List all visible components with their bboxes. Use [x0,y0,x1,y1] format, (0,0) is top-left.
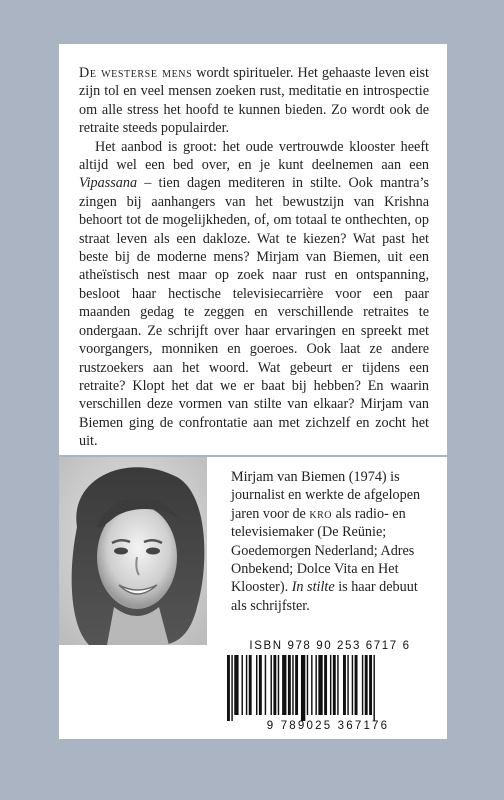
barcode-bar [301,655,305,721]
barcode-bar [278,655,279,715]
barcode-bar [271,655,272,715]
bio-text-b: als radio- en televisiemaker (De Reünie; Goedemorgen Nederland; Adres Onbekend; Dolce Vita en Het Klooster). [231,505,415,596]
barcode-bar [288,655,291,715]
barcode-bar [333,655,336,715]
barcode-bar [295,655,298,715]
barcode-bar [259,655,262,715]
blurb-lead-smallcaps: De westerse mens [79,65,193,81]
barcode-bar [292,655,293,715]
barcode-bar [249,655,252,715]
barcode-bar [337,655,338,715]
bio-book-title: In stilte [291,579,335,596]
barcode-bar [227,655,230,721]
barcode-bar [343,655,346,715]
author-bio [231,468,436,615]
blurb-paragraph-2 [79,138,429,451]
barcode-bars [225,655,429,721]
text-panel [59,44,447,739]
blurb-p2-italic: Vipassana [79,175,138,192]
bio-text-a: Mirjam van Biemen (1974) is journalist en werkte de afgelopen jaren voor de [231,469,421,522]
barcode-bar [318,655,322,715]
blurb-p2-text-a: Het aanbod is groot: het oude vertrouwde klooster heeft altijd wel een bed over, en je kunt deelnemen aan een [79,138,429,174]
bio-broadcaster: kro [309,505,333,522]
barcode-bar [256,655,257,715]
bio-paragraph [231,468,436,615]
blurb-p1-text: wordt spiritueler. Het gehaaste leven eist zijn tol en veel mensen zoeken rust, meditatie en introspectie om alle stress het hoofd te kunnen bieden. Zo wordt ook de retraite steeds populairder. [79,65,429,137]
isbn-barcode [215,640,437,738]
barcode-bar [246,655,247,715]
blurb-p2-text-b: – tien dagen mediteren in stilte. Ook mantra’s zingen bij aanhangers van het bewustzijn van Krishna behoort tot de mogelijkheden, of, om totaal te onthechten, op straat leven als een dakloze. Wat te kiezen? Wat past het beste bij de moderne mens? Mirjam van Biemen, uit een atheïstisch nest maar op zoek naar rust en ontspanning, besloot haar hectische televisiecarrière voor een paar maanden gedag te zeggen en verschillende retraites te ondergaan. Ze schrijft over haar ervaringen en spreekt met voorgangers, monniken en goeroes. Ook laat ze andere rustzoekers aan het woord. Wat gebeurt er tijdens een retraite? Klopt het dat we er baat bij hebben? En waarin verschillen deze vormen van stilte van elkaar? Mirjam van Biemen ging de confrontatie aan met zichzelf en zocht het uit. [79,175,429,450]
barcode-bar [311,655,312,715]
barcode-bar [234,655,238,715]
barcode-bar [242,655,243,715]
ean-digits: 9 789025 367176 [266,720,390,732]
barcode-bar [362,655,363,715]
barcode-bar [355,655,358,715]
barcode-bar [265,655,266,715]
isbn-label: ISBN 978 90 253 6717 6 [249,640,411,652]
blurb-paragraph-1 [79,64,429,138]
barcode-bar [282,655,286,715]
author-photo [59,457,207,645]
barcode-bar [307,655,308,715]
blurb-text [79,64,429,451]
barcode-bar [324,655,327,715]
barcode-bar [315,655,316,715]
barcode-bar [347,655,348,715]
barcode-bar [369,655,372,715]
barcode-bar [365,655,368,715]
barcode-bar [373,655,374,721]
barcode-bar [330,655,331,715]
bio-text-c: is haar debuut als schrijfster. [231,579,418,614]
barcode-bar [352,655,353,715]
barcode-bar [231,655,232,721]
barcode-bar [273,655,276,715]
